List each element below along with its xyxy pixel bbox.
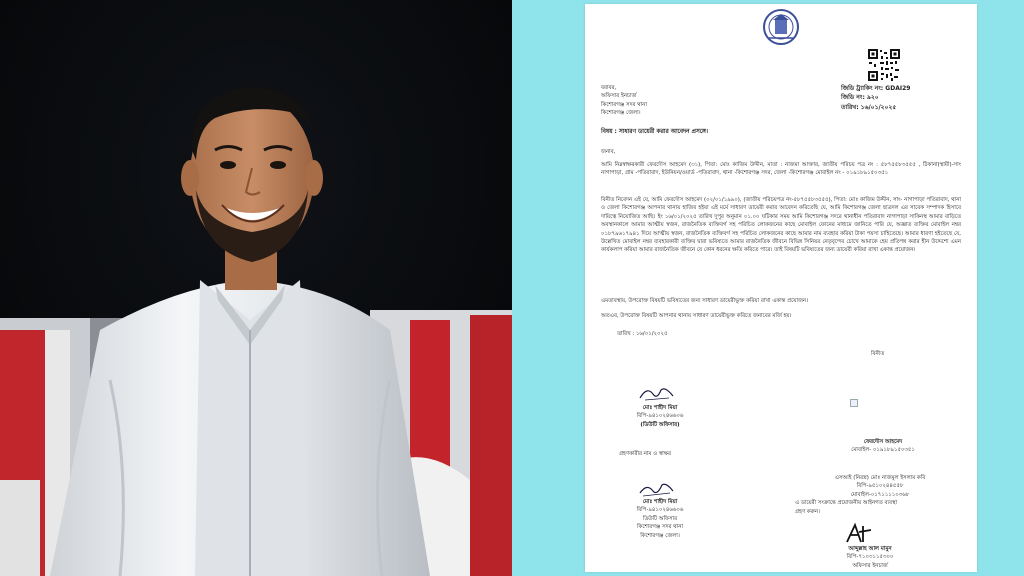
- duty-officer-district: কিশোরগঞ্জ জেলা।: [640, 532, 680, 539]
- qr-code-icon: [867, 48, 901, 82]
- si-name: এসআই (নিরস্ত্র) মোঃ নাজমুল ইসলাম কবি: [834, 475, 926, 481]
- request-paragraph: এমতাবস্থায়, উপরোক্ত বিষয়টি ভবিষ্যতের জন্য সাধারণ ডায়েরীভুক্ত করিয়া রাখা একান্ত প্রয়োজন।: [601, 298, 808, 304]
- applicant-intro-paragraph: আমি নিম্নস্বাক্ষরকারী ফেরদৌস আহমেদ (৩১), পিতা: মোঃ কাজিম উদ্দীন, মাতা : নাজমা আক্তার, জাতীয় পরিচয় পত্র নং : ৫৮৭৫৫৮৩৫৫৫ , ঠিকানা(স্থায়ী)-সাং নাগাপাড়া, গ্রাম -পতিরাবাদ, ইউনিয়ন/ওয়ার্ড -পতিরাবাদ, থানা -কিশোরগঞ্জ সদর, জেলা -কিশোরগঞ্জ মোবাইল নং - ০১৯১৮৯১৫০৩৫১: [601, 162, 961, 177]
- si-instruction: এ ডায়েরী সংক্রান্তে প্রয়োজনীয় আইনগত ব্যবস্থা: [795, 500, 898, 507]
- duty-officer-station: কিশোরগঞ্জ সদর থানা: [637, 524, 683, 531]
- officer-bp: বিপি-৯৪১০২৪৬৬০৬: [636, 413, 684, 420]
- yours-faithfully: বিনীত: [871, 351, 885, 357]
- applicant-mobile: মোবাইল- ০১৯১৮৯১৫০৩৫১: [851, 447, 915, 454]
- document-panel: [512, 0, 1024, 576]
- duty-officer-role: ডিউটি অফিসার: [642, 515, 678, 522]
- duty-officer-name: মোঃ শাহীদ মিয়া: [642, 499, 678, 505]
- gd-tracking-number: জিডি ট্র্যাকিং নং: GDAI29: [841, 85, 911, 92]
- receiving-officer-block: [605, 404, 715, 429]
- oc-bp: বিপি-৭১০৩১১৫৩০০: [846, 554, 894, 561]
- applicant-name: ফেরদৌস আহমেদ: [863, 439, 903, 445]
- closing-paragraph: অতএব, উপরোক্ত বিষয়টি আপনার থানায় সাধারণ ডায়েরীভুক্ত করিতে জনাবের মর্জি হয়।: [601, 313, 792, 319]
- subject-line: বিষয় : সাধারণ ডায়েরী করার আবেদন প্রসঙ্গে।: [601, 129, 708, 135]
- officer-name: মোঃ শাহীদ মিয়া: [642, 405, 678, 411]
- addressee-line: অফিসার ইনচার্জ: [601, 93, 637, 100]
- addressee-line: কিশোরগঞ্জ সদর থানা: [601, 101, 647, 108]
- si-mobile: মোবাইল-০১৭১১১১০৩৬৮: [850, 491, 910, 498]
- addressee-block: [601, 84, 751, 118]
- officer-in-charge-block: [815, 545, 925, 570]
- addressee-line: বরাবর,: [601, 85, 617, 91]
- duty-officer-bp: বিপি-৯৪১০২৪৬৬০৬: [636, 507, 684, 514]
- signature-date: তারিখ : ১৬/০১/২০২৫: [617, 331, 668, 337]
- duty-officer-block: [605, 498, 715, 540]
- oc-role: অফিসার ইনচার্জ: [852, 562, 888, 569]
- salutation: জনাব,: [601, 149, 616, 155]
- gd-header-info: [841, 84, 971, 112]
- gd-application-document: [585, 4, 977, 572]
- oc-signature-icon: [843, 522, 875, 546]
- oc-name: আব্দুল্লাহ আল মামুন: [848, 546, 892, 552]
- si-bp: বিপি-৯৫১০২৪৪৫৫৮: [856, 483, 904, 490]
- gd-number: জিডি নং: ৯২০: [841, 94, 879, 102]
- si-endorsement-block: [795, 474, 965, 516]
- addressee-line: কিশোরগঞ্জ জেলা।: [601, 110, 641, 117]
- police-emblem-icon: [761, 8, 801, 46]
- applicant-signature-block: [833, 438, 933, 455]
- si-instruction-cont: গ্রহণ করুন।: [795, 508, 820, 515]
- applicant-signature-image: [850, 399, 858, 407]
- officer-signature-icon: [637, 384, 677, 404]
- receiver-caption: গ্রহণকারীর নাম ও স্বাক্ষর: [619, 451, 671, 457]
- officer-role: (ডিউটি অফিসার): [640, 421, 680, 428]
- complaint-body-paragraph: বিনীত নিবেদন এই যে, আমি ফেরদৌস আহমেদ (০২/০১/১৯৯০), (জাতীয় পরিচয়পত্র নং-৫৮৭৫৫৮৩৫৫৫), পিতা: মোঃ কাজিম উদ্দীন, সাং- নাগাপাড়া পতিরাবাদ, থানা ও জেলা কিশোরগঞ্জ আপনার থানায় হাজির হইয়া এই মর্মে সাধারণ ডায়েরী করার আবেদন করিতেছি যে, আমি কিশোরগঞ্জ জেলা ছাত্রদল এর সাবেক সম্পাদক হিসাবে দায়িত্বে নিয়োজিত আছি। ইং ১৬/০১/২০২৫ তারিখ দুপুর অনুমান ০১.০০ ঘটিকার সময় আমি কিশোরগঞ্জ সদরে থানাধীন পতিরাবাদ নাগাপাড়া সাকিনস্থ আমার বাড়িতে অবস্থানকালে আমার আত্মীয় স্বজন, রাজনৈতিক ব্যক্তিবর্গ সহ পরিচিত লোকজনের কাছে মোবাইল ফোনের মাধ্যমে জানিতে পারি যে, অজ্ঞাত ব্যক্তির মোবাইল নম্বর ০১৮৭৯৬১৭৯৪১ দিয়ে আত্মীয় স্বজন, রাজনৈতিক ব্যক্তিবর্গ সহ পরিচিত লোকজনের কাছে আমার নাম ব্যবহার করিয়া টাকা পয়সা চাহিতেছে। আমার ধারণা হইতেছে যে, উল্লেখিত মোবাইল নম্বর ব্যবহারকারী ব্যক্তির দ্বারা ভবিষ্যতে আমার রাজনৈতিক জীবনে বিভিন্ন সিনিয়র নেতৃবৃন্দের চোখে আমাকে হেয় প্রতিপন্ন করার হীন উদ্দেশ্যে এমন কার্যকলাপ করিয়া আমার রাজনৈতিক জীবনে যে কোন ধরনের ক্ষতি করিতে পারে। তাই বিষয়টি ভবিষ্যতের জন্য ডায়েরী করিয়া রাখা একান্ত প্রয়োজন।: [601, 197, 961, 254]
- duty-officer-signature-icon: [637, 480, 677, 500]
- gd-date: তারিখ: ১৬/০১/২০২৫: [841, 103, 897, 111]
